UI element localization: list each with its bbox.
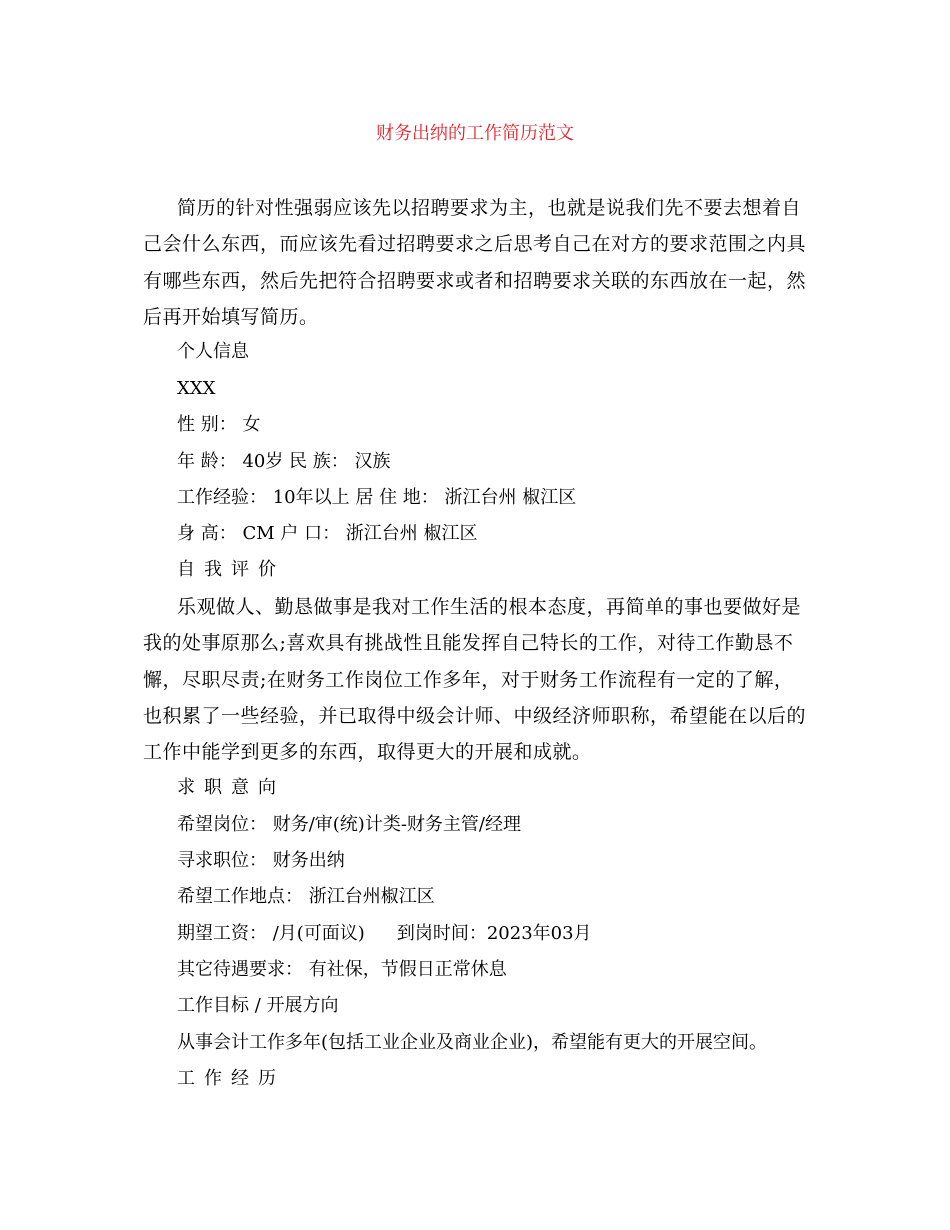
arrival-time: 到岗时间：2023年03月	[396, 923, 592, 944]
self-evaluation-heading: 自我评价	[177, 559, 285, 580]
seeking-position-line: 寻求职位： 财务出纳	[177, 850, 345, 871]
personal-info-heading: 个人信息	[177, 341, 249, 362]
salary-arrival-line	[177, 922, 592, 946]
document-title: 财务出纳的工作简历范文	[376, 123, 574, 144]
work-goal-text: 从事会计工作多年(包括工业企业及商业企业)，希望能有更大的开展空间。	[177, 1032, 768, 1053]
expected-salary: 期望工资： /月(可面议)	[177, 923, 365, 944]
other-benefits-line: 其它待遇要求： 有社保，节假日正常休息	[177, 959, 507, 980]
work-goal-heading: 工作目标 / 开展方向	[177, 995, 339, 1016]
job-intention-heading: 求职意向	[177, 777, 285, 798]
work-history-heading: 工作经历	[177, 1068, 285, 1089]
desired-position-line: 希望岗位： 财务/审(统)计类-财务主管/经理	[177, 814, 521, 835]
age-ethnic-line: 年 龄： 40岁 民 族： 汉族	[177, 451, 391, 472]
self-evaluation-paragraph: 乐观做人、勤恳做事是我对工作生活的根本态度，再简单的事也要做好是我的处事原那么;喜欢具有挑战性且能发挥自己特长的工作，对待工作勤恳不懈，尽职尽责;在财务工作岗位工作多年，对于财务工作流程有一定的了解，也积累了一些经验，并已取得中级会计师、中级经济师职称，希望能在以后的工作中能学到更多的东西，取得更大的开展和成就。	[143, 596, 807, 764]
desired-location-line: 希望工作地点： 浙江台州椒江区	[177, 886, 435, 907]
experience-residence-line: 工作经验： 10年以上 居 住 地： 浙江台州 椒江区	[177, 487, 577, 508]
intro-paragraph: 简历的针对性强弱应该先以招聘要求为主，也就是说我们先不要去想着自己会什么东西，而应该先看过招聘要求之后思考自己在对方的要求范围之内具有哪些东西，然后先把符合招聘要求或者和招聘要求关联的东西放在一起，然后再开始填写简历。	[143, 197, 807, 328]
height-hukou-line: 身 高： CM 户 口： 浙江台州 椒江区	[177, 523, 478, 544]
gender-line: 性 别： 女	[177, 414, 261, 435]
name-line: XXX	[177, 378, 216, 399]
